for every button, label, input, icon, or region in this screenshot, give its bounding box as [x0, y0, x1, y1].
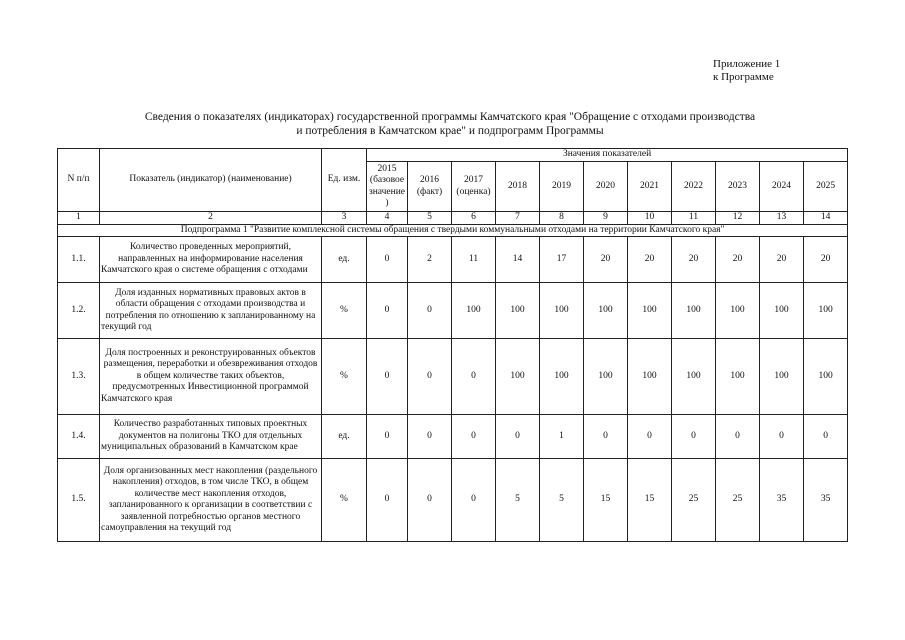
column-number: 10 [628, 212, 672, 225]
unit: ед. [322, 237, 367, 283]
value-cell: 5 [540, 459, 584, 542]
value-cell: 0 [452, 459, 496, 542]
value-cell: 100 [672, 283, 716, 339]
unit: % [322, 283, 367, 339]
value-cell: 100 [496, 283, 540, 339]
value-cell: 2 [408, 237, 452, 283]
value-cell: 20 [716, 237, 760, 283]
column-number: 4 [367, 212, 408, 225]
table-row [58, 415, 848, 459]
indicator-name: Количество проведенных мероприятий, направленных на информирование населения Камчатского края о системе обращения с отходами [100, 237, 322, 283]
header-year: 2025 [804, 162, 848, 212]
subprogram-title: Подпрограмма 1 "Развитие комплексной системы обращения с твердыми коммунальными отходами на территории Камчатского края" [58, 224, 848, 237]
column-number: 12 [716, 212, 760, 225]
header-num: N п/п [58, 149, 100, 212]
column-number: 1 [58, 212, 100, 225]
value-cell: 0 [367, 459, 408, 542]
column-number: 7 [496, 212, 540, 225]
row-number: 1.3. [58, 339, 100, 415]
value-cell: 17 [540, 237, 584, 283]
value-cell: 35 [804, 459, 848, 542]
unit: ед. [322, 415, 367, 459]
appendix-note [713, 58, 780, 84]
value-cell: 0 [452, 339, 496, 415]
header-values: Значения показателей [367, 149, 848, 162]
value-cell: 0 [408, 415, 452, 459]
value-cell: 100 [804, 283, 848, 339]
header-year: 2019 [540, 162, 584, 212]
title-line-2: и потребления в Камчатском крае" и подпрограмм Программы [296, 125, 604, 137]
appendix-line-1: Приложение 1 [713, 58, 781, 70]
header-indicator: Показатель (индикатор) (наименование) [100, 149, 322, 212]
value-cell: 0 [672, 415, 716, 459]
value-cell: 25 [672, 459, 716, 542]
row-number: 1.4. [58, 415, 100, 459]
value-cell: 35 [760, 459, 804, 542]
value-cell: 0 [408, 283, 452, 339]
row-number: 1.1. [58, 237, 100, 283]
value-cell: 100 [716, 283, 760, 339]
value-cell: 20 [584, 237, 628, 283]
value-cell: 100 [672, 339, 716, 415]
value-cell: 0 [628, 415, 672, 459]
value-cell: 100 [452, 283, 496, 339]
value-cell: 0 [804, 415, 848, 459]
value-cell: 100 [540, 283, 584, 339]
unit: % [322, 339, 367, 415]
table-body [58, 149, 848, 542]
value-cell: 100 [496, 339, 540, 415]
header-year: 2017 (оценка) [452, 162, 496, 212]
appendix-line-2: к Программе [713, 71, 774, 83]
value-cell: 0 [367, 339, 408, 415]
column-numbers-row [58, 212, 848, 225]
header-year: 2018 [496, 162, 540, 212]
value-cell: 100 [760, 339, 804, 415]
value-cell: 0 [716, 415, 760, 459]
value-cell: 5 [496, 459, 540, 542]
value-cell: 25 [716, 459, 760, 542]
header-year: 2021 [628, 162, 672, 212]
value-cell: 100 [628, 339, 672, 415]
value-cell: 0 [408, 459, 452, 542]
value-cell: 100 [804, 339, 848, 415]
header-year: 2024 [760, 162, 804, 212]
value-cell: 0 [367, 415, 408, 459]
value-cell: 100 [584, 283, 628, 339]
header-year: 2016 (факт) [408, 162, 452, 212]
value-cell: 0 [408, 339, 452, 415]
value-cell: 20 [628, 237, 672, 283]
value-cell: 0 [452, 415, 496, 459]
header-year: 2023 [716, 162, 760, 212]
value-cell: 1 [540, 415, 584, 459]
subprogram-row [58, 224, 848, 237]
column-number: 6 [452, 212, 496, 225]
value-cell: 0 [760, 415, 804, 459]
value-cell: 100 [760, 283, 804, 339]
header-row-1 [58, 149, 848, 162]
header-unit: Ед. изм. [322, 149, 367, 212]
header-year: 2022 [672, 162, 716, 212]
column-number: 3 [322, 212, 367, 225]
value-cell: 0 [367, 237, 408, 283]
value-cell: 100 [628, 283, 672, 339]
table-row [58, 459, 848, 542]
title-line-1: Сведения о показателях (индикаторах) государственной программы Камчатского края "Обращение с отходами производства [144, 111, 756, 123]
column-number: 14 [804, 212, 848, 225]
value-cell: 100 [540, 339, 584, 415]
column-number: 9 [584, 212, 628, 225]
indicator-name: Доля построенных и реконструированных объектов размещения, переработки и обезвреживания отходов в общем количестве таких объектов, предусмотренных Инвестиционной программой Камчатского края [100, 339, 322, 415]
table-row [58, 237, 848, 283]
value-cell: 20 [804, 237, 848, 283]
document-title [120, 110, 780, 138]
indicator-name: Доля организованных мест накопления (раздельного накопления) отходов, в том числе ТКО, в общем количестве мест накопления отходов, запланированного к организации в соответствии с заявленной потребностью органов местного самоуправления на текущий год [100, 459, 322, 542]
row-number: 1.5. [58, 459, 100, 542]
value-cell: 0 [496, 415, 540, 459]
column-number: 5 [408, 212, 452, 225]
value-cell: 11 [452, 237, 496, 283]
value-cell: 15 [628, 459, 672, 542]
value-cell: 100 [584, 339, 628, 415]
value-cell: 20 [760, 237, 804, 283]
header-year: 2020 [584, 162, 628, 212]
value-cell: 15 [584, 459, 628, 542]
value-cell: 0 [584, 415, 628, 459]
value-cell: 20 [672, 237, 716, 283]
header-year: 2015 (базовое значение ) [367, 162, 408, 212]
value-cell: 100 [716, 339, 760, 415]
table-row [58, 283, 848, 339]
indicator-name: Доля изданных нормативных правовых актов в области обращения с отходами производства и потребления по отношению к запланированному на текущий год [100, 283, 322, 339]
indicator-name: Количество разработанных типовых проектных документов на полигоны ТКО для отдельных муниципальных образований в Камчатском крае [100, 415, 322, 459]
table-row [58, 339, 848, 415]
column-number: 2 [100, 212, 322, 225]
value-cell: 0 [367, 283, 408, 339]
column-number: 11 [672, 212, 716, 225]
unit: % [322, 459, 367, 542]
indicators-table [57, 148, 848, 542]
row-number: 1.2. [58, 283, 100, 339]
column-number: 13 [760, 212, 804, 225]
value-cell: 14 [496, 237, 540, 283]
column-number: 8 [540, 212, 584, 225]
